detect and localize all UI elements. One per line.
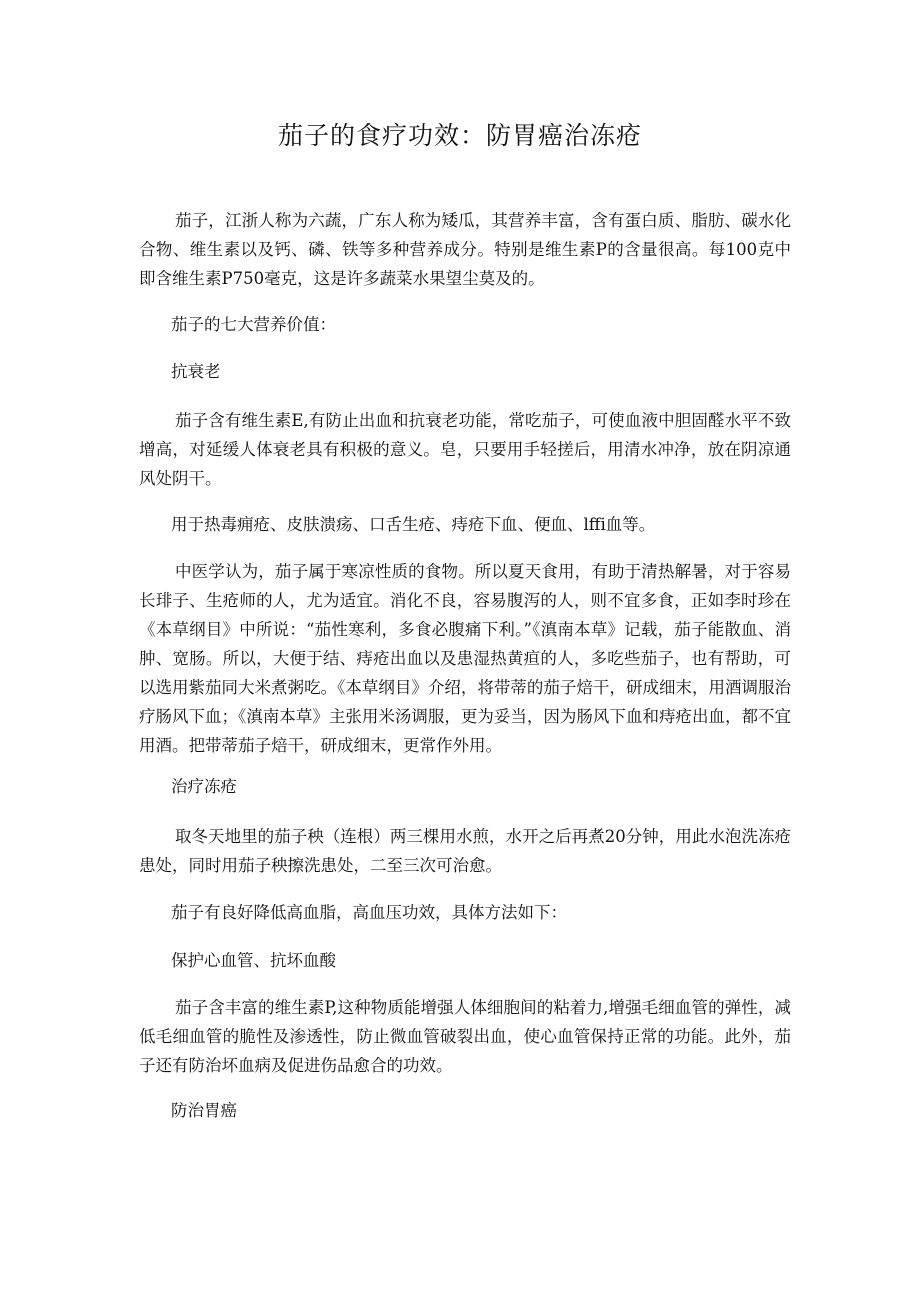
anti-aging-paragraph: 茄子含有维生素E,有防止出血和抗衰老功能，常吃茄子，可使血液中胆固醛水平不致增高，对延缓人体衰老具有积极的意义。皂，只要用手轻搓后，用清水冲净，放在阴凉通风处阴干。 — [139, 411, 791, 488]
intro-paragraph: 茄子，江浙人称为六蔬，广东人称为矮瓜，其营养丰富，含有蛋白质、脂肪、碳水化合物、维生素以及钙、磷、铁等多种营养成分。特别是维生素P的含量很高。每100克中即含维生素P750毫克，这是许多蔬菜水果望尘莫及的。 — [139, 211, 791, 288]
anti-aging-heading: 抗衰老 — [171, 362, 221, 381]
frostbite-heading: 治疗冻疮 — [171, 777, 237, 796]
blood-pressure-paragraph: 茄子有良好降低高血脂，高血压功效，具体方法如下： — [171, 903, 567, 922]
frostbite-paragraph: 取冬天地里的茄子秧（连根）两三棵用水煎，水开之后再煮20分钟，用此水泡洗冻疮患处，同时用茄子秧擦洗患处，二至三次可治愈。 — [139, 827, 791, 875]
stomach-cancer-heading: 防治胃癌 — [171, 1101, 237, 1120]
uses-paragraph: 用于热毒痈疮、皮肤溃疡、口舌生疮、痔疮下血、便血、lffi血等。 — [171, 515, 656, 534]
vessel-paragraph: 茄子含丰富的维生素P,这种物质能增强人体细胞间的粘着力,增强毛细血管的弹性，减低毛细血管的脆性及渗透性，防止微血管破裂出血，使心血管保持正常的功能。此外，茄子还有防治坏血病及促进伤品愈合的功效。 — [139, 998, 791, 1075]
document-title: 茄子的食疗功效：防胃癌治冻疮 — [277, 121, 642, 150]
vessel-heading: 保护心血管、抗坏血酸 — [171, 951, 336, 970]
tcm-paragraph: 中医学认为，茄子属于寒凉性质的食物。所以夏天食用，有助于清热解暑，对于容易长琲子、生疮师的人，尤为适宜。消化不良，容易腹泻的人，则不宜多食，正如李时珍在《本草纲目》中所说：“茄性寒利，多食必腹痛下利。”《滇南本草》记载，茄子能散血、消肿、宽肠。所以，大便于结、痔疮出血以及患湿热黄疸的人，多吃些茄子，也有帮助，可以选用紫茄同大米煮粥吃。《本草纲目》介绍，将带蒂的茄子焙干，研成细末，用酒调服治疗肠风下血；《滇南本草》主张用米汤调服，更为妥当，因为肠风下血和痔疮出血，都不宜用酒。把带蒂茄子焙干，研成细末，更常作外用。 — [139, 562, 791, 755]
seven-values-heading: 茄子的七大营养价值： — [171, 315, 336, 334]
